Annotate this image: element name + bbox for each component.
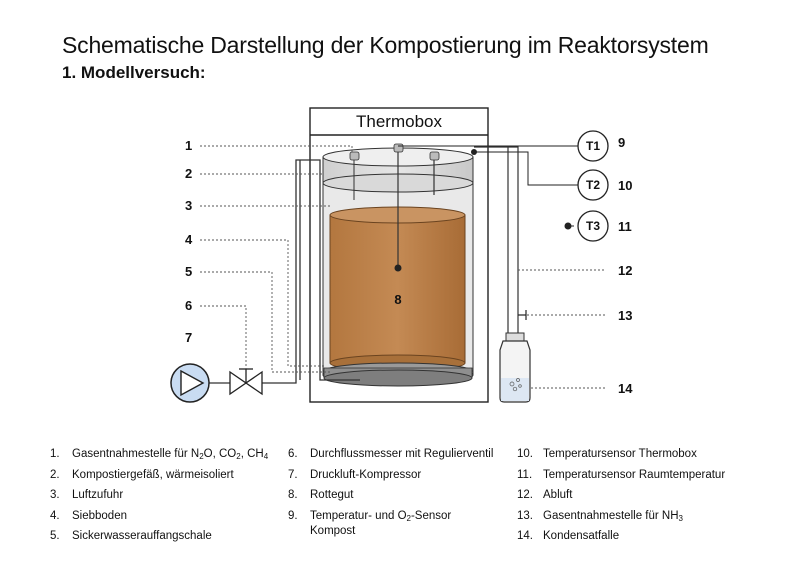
- label-1: 1: [185, 138, 193, 153]
- label-6: 6: [185, 298, 193, 313]
- svg-text:T2: T2: [585, 178, 601, 192]
- sensor-t2: [578, 170, 608, 200]
- legend-item: 6. Durchflussmesser mit Regulierventil: [288, 448, 494, 460]
- legend-item: 9. Temperatur- und $O_2$-Sensor: [288, 509, 452, 523]
- legend-item: 1. Gasentnahmestelle für $N_2O$, $CO_2$, $CH_4$: [50, 448, 269, 461]
- compressor-icon: [171, 364, 209, 402]
- legend-item: 13. Gasentnahmestelle für $NH_3$: [517, 509, 683, 523]
- svg-text:T3: T3: [585, 219, 601, 233]
- sieve-and-tray: [324, 363, 472, 386]
- svg-text:T1: T1: [585, 139, 601, 153]
- right-labels: [618, 135, 633, 396]
- label-2: 2: [185, 166, 193, 181]
- label-5: 5: [185, 264, 193, 279]
- legend-column-1: [50, 444, 268, 547]
- sensor-t1: [578, 131, 608, 161]
- legend-column-2: [288, 444, 493, 542]
- legend-item: 8. Rottegut: [288, 489, 354, 501]
- page-subtitle: 1. Modellversuch:: [62, 63, 206, 82]
- legend-item: 10. Temperatursensor Thermobox: [517, 448, 697, 460]
- right-leaders: [518, 270, 606, 388]
- label-12: 12: [618, 263, 633, 278]
- label-11: 11: [618, 219, 632, 234]
- label-14: 14: [618, 381, 633, 396]
- label-3: 3: [185, 198, 193, 213]
- legend-item-continuation: Kompost: [310, 525, 356, 537]
- label-13: 13: [618, 308, 633, 323]
- label-4: 4: [185, 232, 193, 247]
- condensate-trap: [500, 333, 530, 402]
- page-title: Schematische Darstellung der Kompostierung im Reaktorsystem: [62, 32, 709, 58]
- legend-column-3: [517, 444, 725, 547]
- label-7: 7: [185, 330, 193, 345]
- sensor-t3: [578, 211, 608, 241]
- legend-item: 12. Abluft: [517, 489, 573, 501]
- legend-item: 11. Temperatursensor Raumtemperatur: [517, 468, 726, 481]
- thermobox-title: Thermobox: [356, 112, 442, 131]
- label-10: 10: [618, 178, 633, 193]
- legend-item: 5. Sickerwasserauffangschale: [50, 530, 212, 542]
- legend-item: 3. Luftzufuhr: [50, 489, 124, 501]
- legend-item: 7. Druckluft-Kompressor: [288, 468, 422, 481]
- left-labels: [185, 138, 193, 345]
- label-9: 9: [618, 135, 626, 150]
- legend-item: 14. Kondensatfalle: [517, 530, 620, 542]
- legend-item: 2. Kompostiergefäß, wärmeisoliert: [50, 468, 234, 481]
- legend-item: 4. Siebboden: [50, 509, 127, 522]
- flow-valve: [230, 369, 262, 394]
- compost-label: 8: [394, 292, 402, 307]
